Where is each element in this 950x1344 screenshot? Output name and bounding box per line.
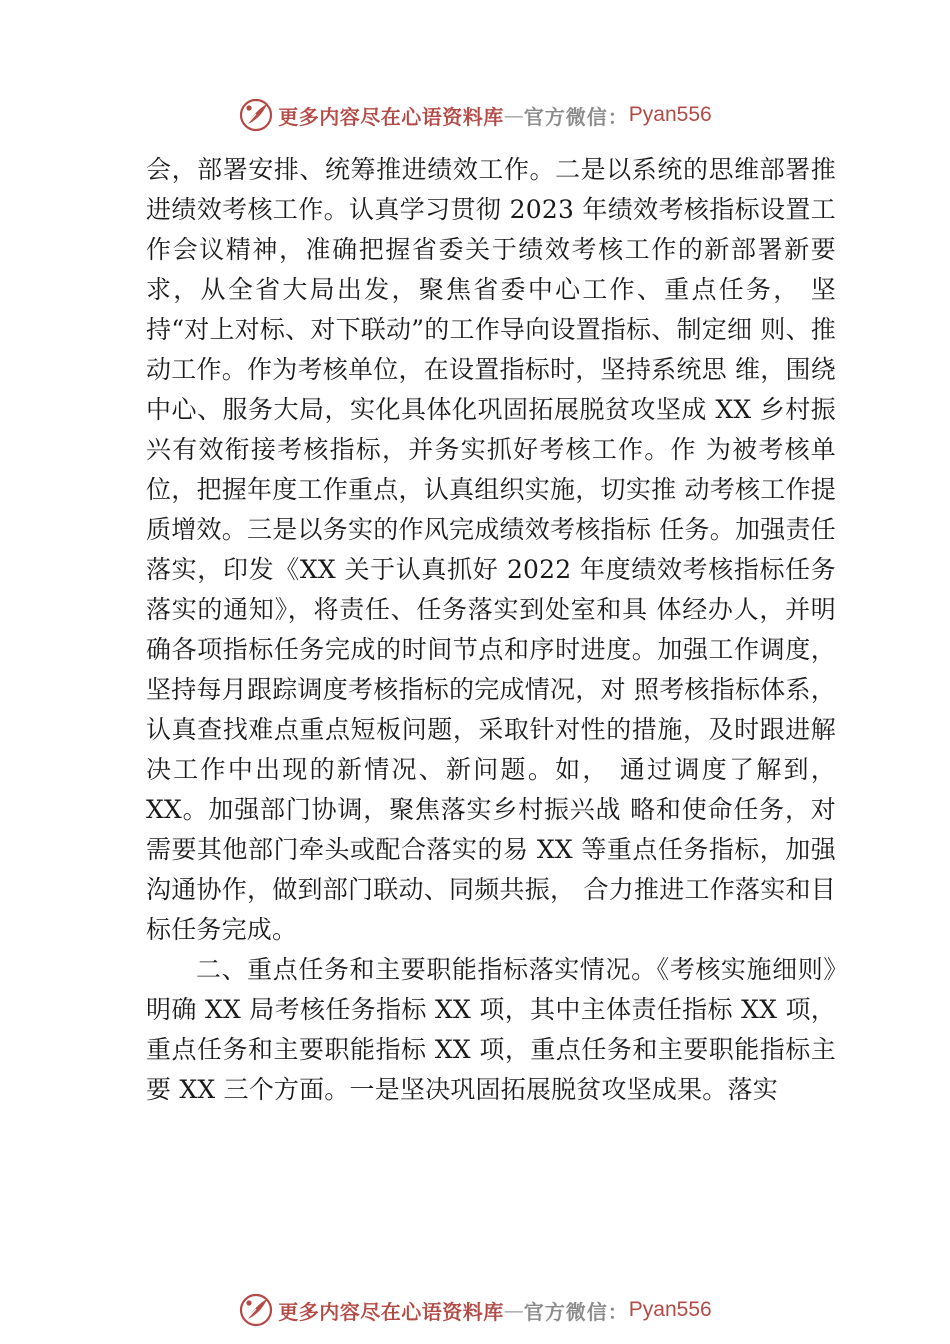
paragraph: 二、重点任务和主要职能指标落实情况。《考核实施细则》明确 XX 局考核任务指标 XX 项，其中主体责任指标 XX 项， 重点任务和主要职能指标 XX 项，重点任务和主要职能指标主要 XX 三个方面。一是坚决巩固拓展脱贫攻坚成果。落实 [146, 955, 836, 1104]
banner-wechat-label: 官方微信： [523, 104, 629, 129]
banner-wechat-id: Pyan556 [628, 1298, 712, 1321]
quill-logo-icon [238, 1292, 274, 1328]
paragraph: 会，部署安排、统筹推进绩效工作。二是以系统的思维部署推进绩效考核工作。认真学习贯彻 2023 年绩效考核指标设置工作会议精神，准确把握省委关于绩效考核工作的新部署新要求，从全省大局出发，聚焦省委中心工作、重点任务， 坚持“对上对标、对下联动”的工作导向设置指标、制定细 则、推动工作。作为考核单位，在设置指标时，坚持系统思 维，围绕中心、服务大局，实化具体化巩固拓展脱贫攻坚成 XX 乡村振兴有效衔接考核指标，并务实抓好考核工作。作 为被考核单位，把握年度工作重点，认真组织实施，切实推 动考核工作提质增效。三是以务实的作风完成绩效考核指标 任务。加强责任落实，印发《XX 关于认真抓好 2022 年度绩效考核指标任务落实的通知》，将责任、任务落实到处室和具 体经办人，并明确各项指标任务完成的时间节点和序时进度。加强工作调度，坚持每月跟踪调度考核指标的完成情况，对 照考核指标体系，认真查找难点重点短板问题，采取针对性的措施，及时跟进解决工作中出现的新情况、新问题。如， 通过调度了解到，XX。加强部门协调，聚焦落实乡村振兴战 略和使命任务，对需要其他部门牵头或配合落实的易 XX 等重点任务指标，加强沟通协作，做到部门联动、同频共振， 合力推进工作落实和目标任务完成。 [146, 155, 836, 944]
document-body [146, 150, 836, 1110]
banner-wechat-id: Pyan556 [628, 103, 712, 126]
footer-banner [0, 1290, 950, 1330]
banner-separator: — [503, 1298, 524, 1322]
header-banner [0, 95, 950, 135]
banner-site-name: 更多内容尽在心语资料库 [278, 104, 504, 129]
quill-logo-icon [238, 97, 274, 133]
banner-wechat-label: 官方微信： [523, 1299, 629, 1324]
banner-separator: — [503, 103, 524, 127]
banner-site-name: 更多内容尽在心语资料库 [278, 1299, 504, 1324]
